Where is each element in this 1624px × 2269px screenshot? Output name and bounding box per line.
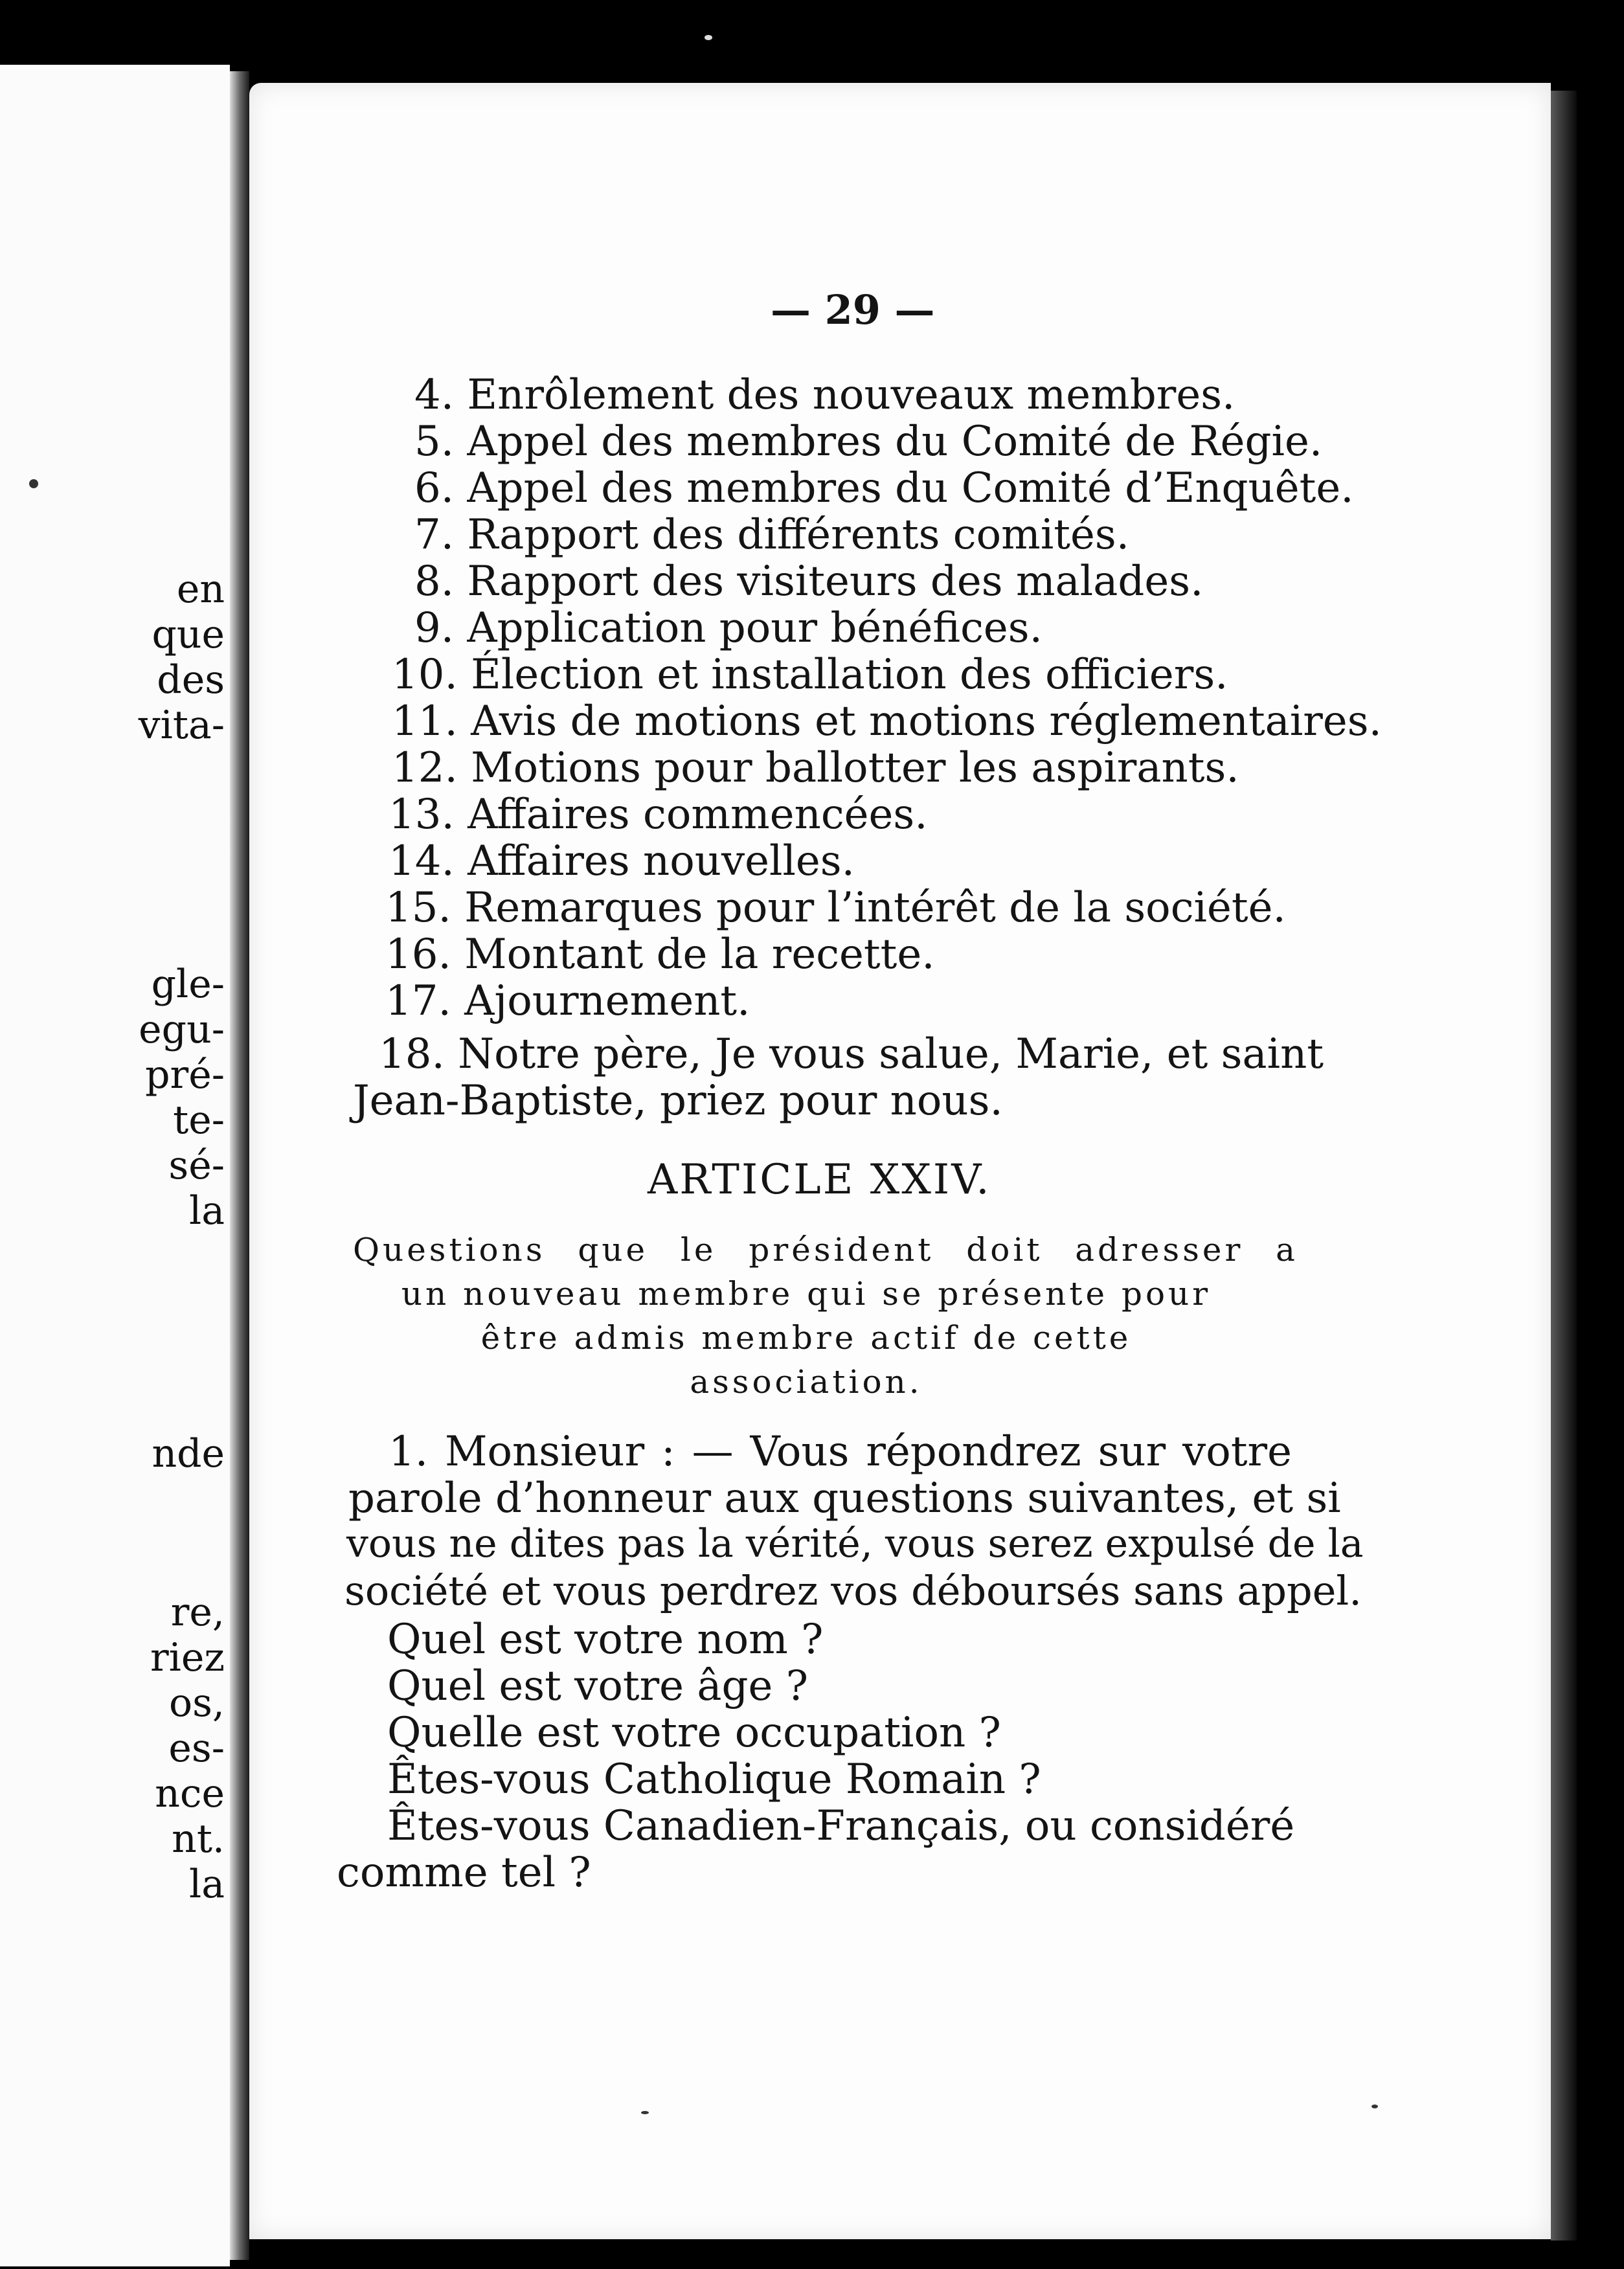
prev-text-fragment: nce <box>155 1771 225 1816</box>
prev-text-fragment: pré- <box>145 1052 225 1098</box>
agenda-item: 17. Ajournement. <box>385 977 750 1025</box>
prev-text-fragment: sé- <box>168 1143 225 1188</box>
agenda-item-continuation: Jean-Baptiste, priez pour nous. <box>353 1077 1003 1125</box>
prev-text-fragment: es- <box>168 1726 225 1771</box>
prev-text-fragment: riez <box>150 1635 225 1680</box>
prev-text-fragment: os, <box>169 1680 225 1726</box>
question-line: Quel est votre âge ? <box>387 1662 809 1710</box>
agenda-item: 12. Motions pour ballotter les aspirants. <box>392 744 1239 792</box>
question-line: Êtes-vous Canadien-Français, ou considéré <box>387 1802 1295 1850</box>
question-line: Quelle est votre occupation ? <box>387 1709 1001 1757</box>
prev-text-fragment: te- <box>173 1098 225 1143</box>
prev-text-fragment: egu- <box>139 1007 225 1052</box>
article-heading-line: être admis membre actif de cette <box>480 1319 1132 1357</box>
prev-text-fragment: en <box>176 567 225 612</box>
prev-text-fragment: la <box>189 1862 225 1907</box>
prev-text-fragment: que <box>152 612 225 657</box>
page-edge <box>1551 91 1577 2241</box>
paragraph-line: parole d’honneur aux questions suivantes, et si <box>348 1474 1341 1522</box>
paragraph-line: société et vous perdrez vos déboursés sans appel. <box>344 1567 1362 1614</box>
scan-speck <box>29 479 38 488</box>
prev-text-fragment: nde <box>152 1431 225 1476</box>
article-title: ARTICLE XXIV. <box>648 1156 991 1204</box>
prev-text-fragment: vita- <box>138 703 225 748</box>
prev-text-fragment: la <box>189 1188 225 1234</box>
paragraph-line: 1. Monsieur : — Vous répondrez sur votre <box>389 1428 1292 1476</box>
agenda-item: 14. Affaires nouvelles. <box>389 837 855 885</box>
agenda-item: 5. Appel des membres du Comité de Régie. <box>414 418 1323 466</box>
prev-text-fragment: gle- <box>151 962 225 1007</box>
scan-speck <box>1371 2105 1378 2108</box>
article-heading-line: un nouveau membre qui se présente pour <box>401 1275 1212 1313</box>
agenda-item: 10. Élection et installation des officiers. <box>392 651 1228 699</box>
agenda-item: 15. Remarques pour l’intérêt de la société. <box>385 884 1286 932</box>
agenda-item: 8. Rapport des visiteurs des malades. <box>414 558 1204 605</box>
question-line: comme tel ? <box>337 1849 591 1897</box>
question-line: Quel est votre nom ? <box>387 1616 824 1664</box>
book-gutter <box>230 71 249 2260</box>
question-line: Êtes-vous Catholique Romain ? <box>387 1755 1041 1803</box>
previous-page-fragment <box>0 65 230 2266</box>
agenda-item: 4. Enrôlement des nouveaux membres. <box>414 371 1235 419</box>
prev-text-fragment: des <box>157 657 225 703</box>
agenda-item: 16. Montant de la recette. <box>385 931 935 978</box>
agenda-item: 7. Rapport des différents comités. <box>414 511 1130 559</box>
page-number: — 29 — <box>771 286 935 333</box>
agenda-item: 13. Affaires commencées. <box>389 791 928 839</box>
paragraph-line: vous ne dites pas la vérité, vous serez expulsé de la <box>346 1521 1364 1566</box>
agenda-item: 9. Application pour bénéfices. <box>414 604 1043 652</box>
scan-speck <box>705 35 712 40</box>
article-heading-line: Questions que le président doit adresser a <box>353 1231 1298 1269</box>
scan-speck <box>641 2111 649 2114</box>
agenda-item: 18. Notre père, Je vous salue, Marie, et saint <box>379 1030 1324 1078</box>
prev-text-fragment: nt. <box>172 1816 225 1862</box>
prev-text-fragment: re, <box>170 1590 225 1635</box>
agenda-item: 11. Avis de motions et motions réglementaires. <box>392 697 1382 745</box>
article-heading-line: association. <box>690 1363 923 1401</box>
agenda-item: 6. Appel des membres du Comité d’Enquête. <box>414 464 1354 512</box>
